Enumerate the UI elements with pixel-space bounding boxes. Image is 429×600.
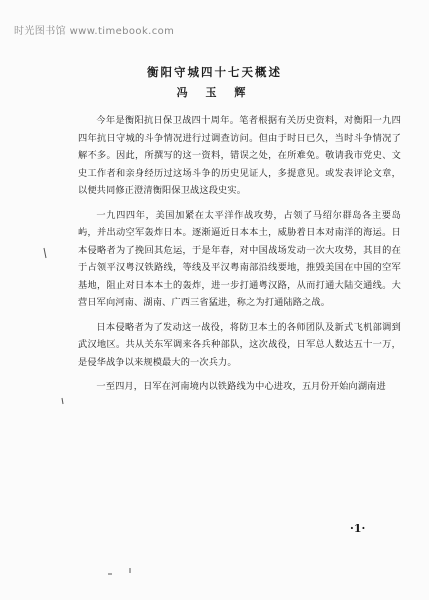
- document-title: 衡阳守城四十七天概述: [147, 65, 282, 79]
- paragraph: 日本侵略者为了发动这一战役，将防卫本土的各师团队及新式飞机部调到武汉地区。共从关东军调来各兵种部队，这次战役，日军总人数达五十一万，是侵华战争以来规模最大的一次兵力。: [78, 321, 401, 368]
- paragraph: 今年是衡阳抗日保卫战四十周年。笔者根据有关历史资料，对衡阳一九四四年抗日守城的斗争情况进行过调查访问。但由于时日已久，当时斗争情况了解不多。因此，所撰写的这一资料，错误之处，在所难免。敬请我市党史、文史工作者和亲身经历过这场斗争的历史见证人，多提意见。或发表评论文章，以便共同修正澄清衡阳保卫战这段史实。: [78, 115, 401, 196]
- page-number: ·1·: [350, 522, 366, 535]
- watermark: 时光图书馆 www.timebook.com: [14, 26, 175, 37]
- paragraph: 一九四四年，美国加紧在太平洋作战攻势，占领了马绍尔群岛各主要岛屿，并出动空军轰炸日本。逐渐逼近日本本土，威胁着日本对南洋的海运。日本侵略者为了挽回其危运，于是年春，对中国战场发动一次大攻势，其目的在于占领平汉粤汉铁路线，等线及平汉粤南部沿线要地，推毁美国在中国的空军基地，阻止对日本本土的轰炸，进一步打通粤汉路，从而打通大陆交通线。大营日军向河南、湖南、广西三省猛进，称之为打通陆路之战。: [78, 209, 401, 308]
- document-body: [78, 112, 401, 403]
- paragraph: 一至四月，日军在河南境内以铁路线为中心进攻，五月份开始向湖南进: [96, 381, 386, 392]
- document-author: 冯 玉 辉: [176, 86, 253, 99]
